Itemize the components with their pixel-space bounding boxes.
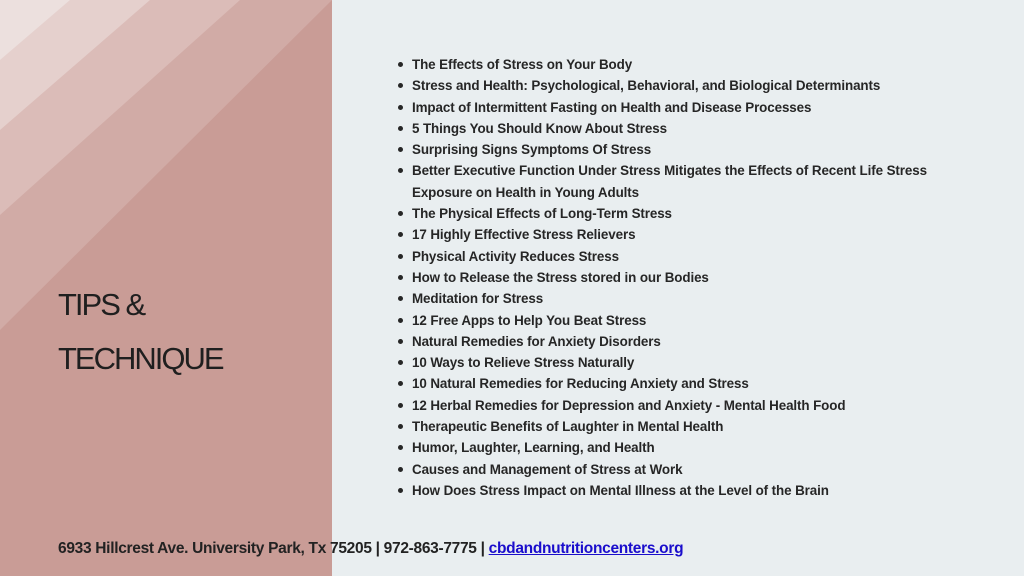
bullet-icon <box>398 168 403 173</box>
bullet-icon <box>398 105 403 110</box>
bullet-icon <box>398 339 403 344</box>
bullet-icon <box>398 254 403 259</box>
list-item: Therapeutic Benefits of Laughter in Mental Health <box>398 416 998 437</box>
website-link[interactable]: cbdandnutritioncenters.org <box>488 540 684 557</box>
list-item: Causes and Management of Stress at Work <box>398 459 998 480</box>
list-item: Better Executive Function Under Stress Mitigates the Effects of Recent Life Stress Exposure on Health in Young Adults <box>398 160 952 203</box>
bullet-icon <box>398 147 403 152</box>
bullet-icon <box>398 211 403 216</box>
list-item: 5 Things You Should Know About Stress <box>398 118 998 139</box>
list-item: Natural Remedies for Anxiety Disorders <box>398 331 998 352</box>
list-item: The Physical Effects of Long-Term Stress <box>398 203 998 224</box>
list-item: 10 Natural Remedies for Reducing Anxiety and Stress <box>398 373 998 394</box>
footer-address: 6933 Hillcrest Ave. University Park, Tx 75205 | 972-863-7775 | <box>58 540 485 557</box>
bullet-icon <box>398 467 403 472</box>
list-item: Stress and Health: Psychological, Behavioral, and Biological Determinants <box>398 75 998 96</box>
bullet-icon <box>398 296 403 301</box>
list-item: 10 Ways to Relieve Stress Naturally <box>398 352 998 373</box>
bullet-icon <box>398 232 403 237</box>
list-item: Physical Activity Reduces Stress <box>398 246 998 267</box>
bullet-icon <box>398 360 403 365</box>
list-item: 12 Free Apps to Help You Beat Stress <box>398 310 998 331</box>
bullet-icon <box>398 83 403 88</box>
bullet-icon <box>398 381 403 386</box>
list-item: Surprising Signs Symptoms Of Stress <box>398 139 998 160</box>
list-item: 17 Highly Effective Stress Relievers <box>398 224 998 245</box>
bullet-icon <box>398 275 403 280</box>
list-item: 12 Herbal Remedies for Depression and Anxiety - Mental Health Food <box>398 395 998 416</box>
resource-list <box>398 54 998 501</box>
list-item: Meditation for Stress <box>398 288 998 309</box>
page-title <box>58 278 223 386</box>
bullet-icon <box>398 62 403 67</box>
bullet-icon <box>398 488 403 493</box>
footer <box>58 540 683 558</box>
list-item: Impact of Intermittent Fasting on Health and Disease Processes <box>398 97 998 118</box>
bullet-icon <box>398 126 403 131</box>
bullet-icon <box>398 445 403 450</box>
list-item: How to Release the Stress stored in our Bodies <box>398 267 998 288</box>
left-panel <box>0 0 332 576</box>
bullet-icon <box>398 403 403 408</box>
list-item: How Does Stress Impact on Mental Illness at the Level of the Brain <box>398 480 998 501</box>
list-item: Humor, Laughter, Learning, and Health <box>398 437 998 458</box>
bullet-icon <box>398 424 403 429</box>
title-line-1: TIPS & <box>58 287 145 322</box>
bullet-icon <box>398 318 403 323</box>
list-item: The Effects of Stress on Your Body <box>398 54 998 75</box>
title-line-2: TECHNIQUE <box>58 341 223 376</box>
